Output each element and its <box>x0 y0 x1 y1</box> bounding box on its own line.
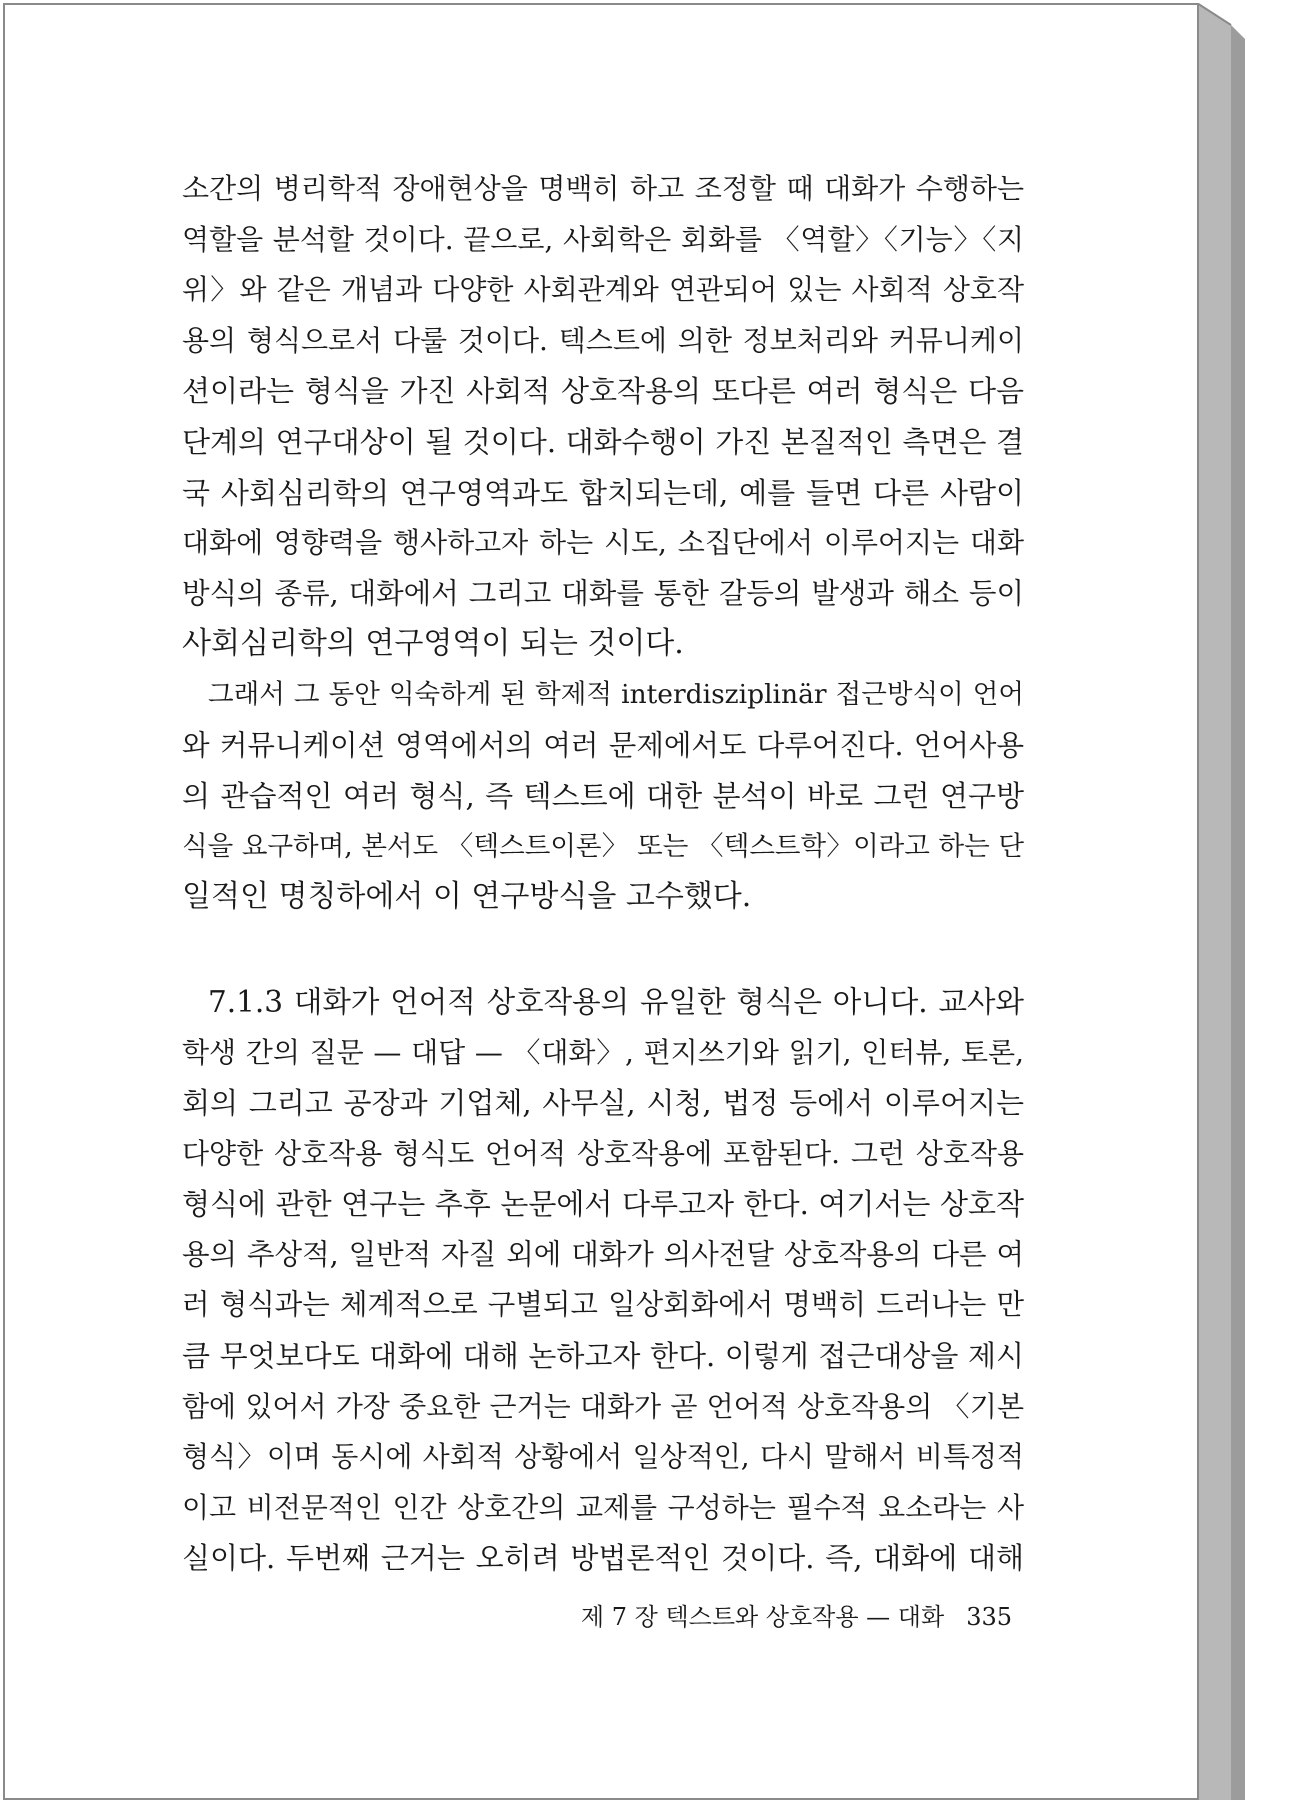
text-line: 함에 있어서 가장 중요한 근거는 대화가 곧 언어적 상호작용의 〈기본 <box>182 1389 1024 1423</box>
paragraph <box>182 670 1024 923</box>
text-line: 식을 요구하며, 본서도 〈텍스트이론〉 또는 〈텍스트학〉이라고 하는 단 <box>182 830 1024 862</box>
text-line: 의 관습적인 여러 형식, 즉 텍스트에 대한 분석이 바로 그런 연구방 <box>182 779 1024 814</box>
page-body <box>182 164 1024 1584</box>
text-line: 러 형식과는 체계적으로 구별되고 일상회화에서 명백히 드러나는 만 <box>182 1288 1024 1322</box>
text-line: 큼 무엇보다도 대화에 대해 논하고자 한다. 이렇게 접근대상을 제시 <box>182 1339 1024 1374</box>
text-line: 용의 추상적, 일반적 자질 외에 대화가 의사전달 상호작용의 다른 여 <box>182 1237 1024 1271</box>
chapter-title: 제 7 장 텍스트와 상호작용 — 대화 <box>580 1603 945 1631</box>
text-line: 실이다. 두번째 근거는 오히려 방법론적인 것이다. 즉, 대화에 대해 <box>182 1541 1024 1576</box>
text-line: 이고 비전문적인 인간 상호간의 교제를 구성하는 필수적 요소라는 사 <box>182 1490 1024 1524</box>
text-line: 용의 형식으로서 다룰 것이다. 텍스트에 의한 정보처리와 커뮤니케이 <box>182 323 1024 357</box>
text-line: 션이라는 형식을 가진 사회적 상호작용의 또다른 여러 형식은 다음 <box>182 374 1024 409</box>
text-line: 대화에 영향력을 행사하고자 하는 시도, 소집단에서 이루어지는 대화 <box>182 526 1024 560</box>
text-line: 형식에 관한 연구는 추후 논문에서 다루고자 한다. 여기서는 상호작 <box>182 1187 1024 1222</box>
page-stack-edge <box>1197 3 1297 1800</box>
text-line: 역할을 분석할 것이다. 끝으로, 사회학은 회화를 〈역할〉〈기능〉〈지 <box>182 222 1024 256</box>
text-line: 국 사회심리학의 연구영역과도 합치되는데, 예를 들면 다른 사람이 <box>182 475 1024 510</box>
text-line: 단계의 연구대상이 될 것이다. 대화수행이 가진 본질적인 측면은 결 <box>182 424 1024 459</box>
text-line: 학생 간의 질문 — 대답 — 〈대화〉, 편지쓰기와 읽기, 인터뷰, 토론, <box>182 1035 1024 1069</box>
text-line: 형식〉이며 동시에 사회적 상황에서 일상적인, 다시 말해서 비특정적 <box>182 1440 1024 1474</box>
text-line: 회의 그리고 공장과 기업체, 사무실, 시청, 법정 등에서 이루어지는 <box>182 1086 1024 1121</box>
text-line: 방식의 종류, 대화에서 그리고 대화를 통한 갈등의 발생과 해소 등이 <box>182 576 1024 610</box>
text-line: 와 커뮤니케이션 영역에서의 여러 문제에서도 다루어진다. 언어사용 <box>182 728 1024 762</box>
text-line: 그래서 그 동안 익숙하게 된 학제적 interdisziplinär 접근방식이 언어 <box>208 678 1024 710</box>
section-spacer <box>182 923 1024 977</box>
text-line: 7.1.3 대화가 언어적 상호작용의 유일한 형식은 아니다. 교사와 <box>208 984 1024 1019</box>
paragraph <box>182 164 1024 670</box>
running-footer <box>576 1597 1012 1632</box>
text-line: 소간의 병리학적 장애현상을 명백히 하고 조정할 때 대화가 수행하는 <box>182 172 1024 205</box>
text-line: 일적인 명칭하에서 이 연구방식을 고수했다. <box>182 879 752 915</box>
page-number: 335 <box>966 1603 1012 1631</box>
paragraph <box>182 977 1024 1584</box>
text-line: 사회심리학의 연구영역이 되는 것이다. <box>182 626 684 662</box>
text-line: 위〉와 같은 개념과 다양한 사회관계와 연관되어 있는 사회적 상호작 <box>182 273 1024 307</box>
text-line: 다양한 상호작용 형식도 언어적 상호작용에 포함된다. 그런 상호작용 <box>182 1136 1024 1170</box>
